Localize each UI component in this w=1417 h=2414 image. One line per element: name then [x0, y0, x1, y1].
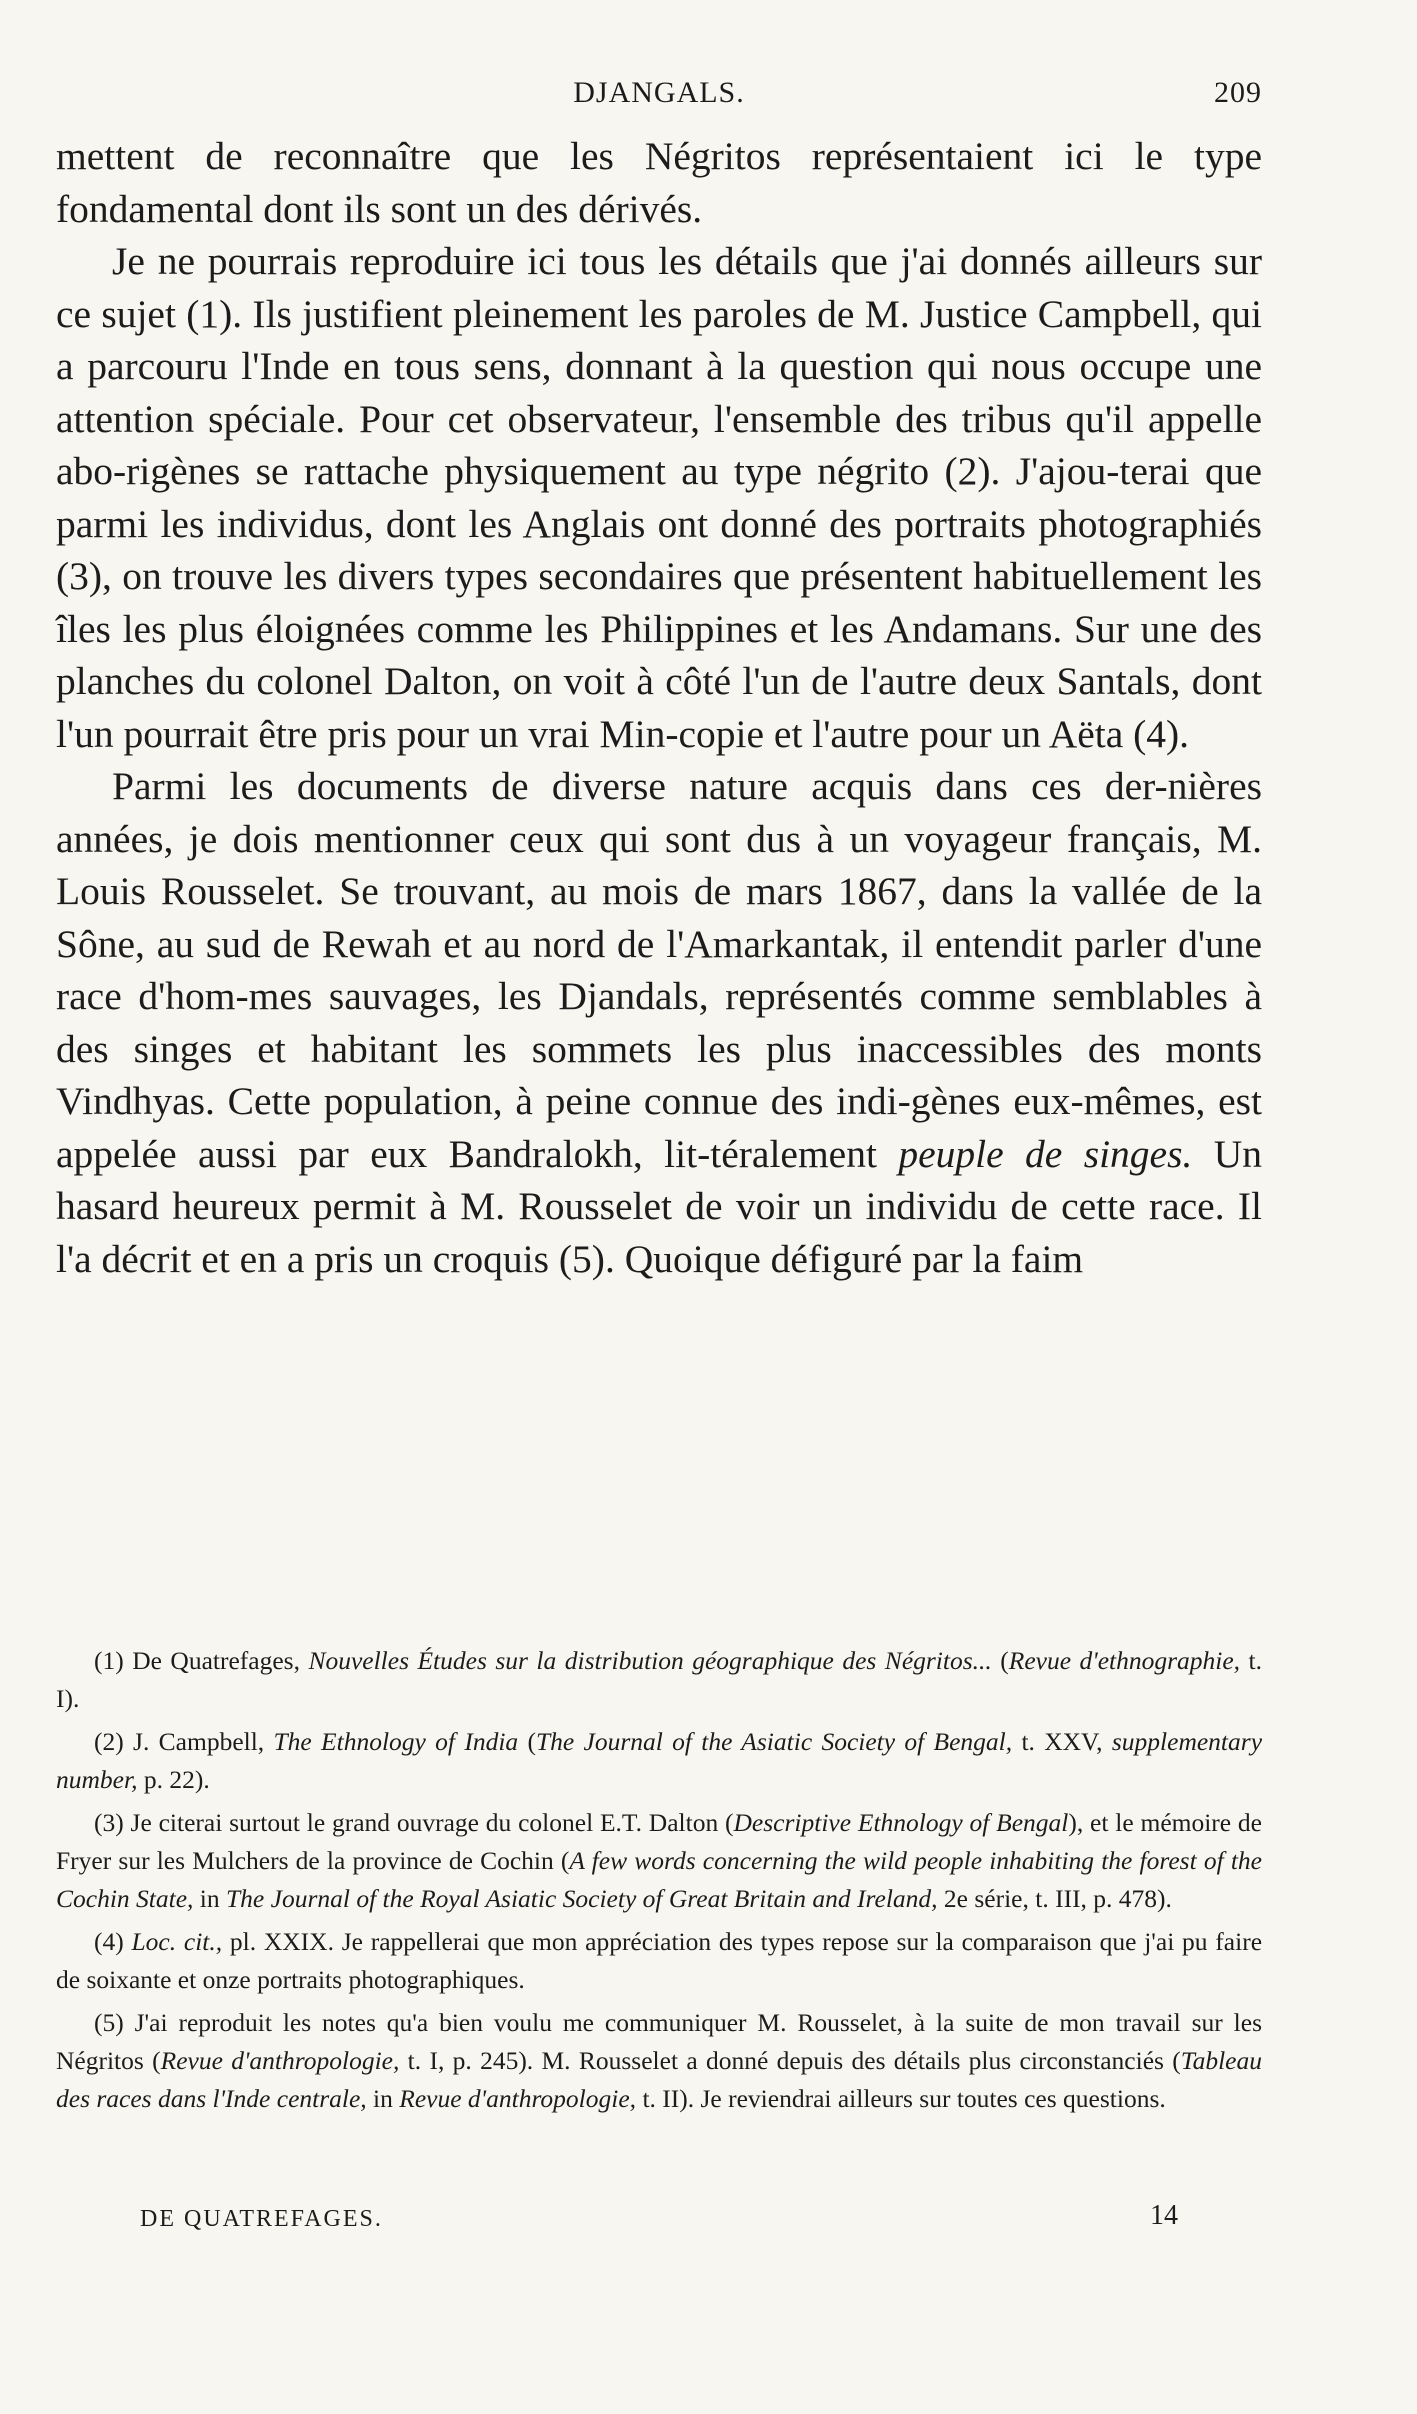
paragraph-3-end: Un hasard heureux permit à M. Rousselet de voir un individu de cette race. Il l'a décrit et en a pris un croquis (5). Quoique défiguré par la faim	[56, 1131, 1262, 1281]
footnote-4	[56, 1923, 1262, 1999]
footnote-3-text: (3) Je citerai surtout le grand ouvrage du colonel E.T. Dalton (	[94, 1808, 734, 1837]
footnotes	[56, 1642, 1262, 2123]
footnote-1-title: Nouvelles Études sur la distribution géographique des Négritos...	[308, 1646, 992, 1675]
footnote-5-text: t. II). Je reviendrai ailleurs sur toutes ces questions.	[636, 2084, 1166, 2113]
footnote-5-text: in	[366, 2084, 400, 2113]
sheet-number: 14	[1150, 2200, 1178, 2231]
footnote-1-text: t. I).	[56, 1646, 1262, 1713]
page-number: 209	[1214, 76, 1262, 109]
paragraph-3-text: Parmi les documents de diverse nature acquis dans ces der-nières années, je dois mentionner ceux qui sont dus à un voyageur français, M. Louis Rousselet. Se trouvant, au mois de mars 1867, dans la vallée de la Sône, au sud de Rewah et au nord de l'Amarkantak, il entendit parler d'une race d'hom-mes sauvages, les Djandals, représentés comme semblables à des singes et habitant les sommets les plus inaccessibles des monts Vindhyas. Cette population, à peine connue des indi-gènes eux-mêmes, est appelée aussi par eux Bandralokh, lit-téralement	[56, 764, 1262, 1176]
footnote-2	[56, 1723, 1262, 1799]
footnote-2-text: (	[518, 1727, 536, 1756]
footnote-5-journal-2: Revue d'anthropologie,	[399, 2084, 637, 2113]
footnote-1-text: (	[991, 1646, 1009, 1675]
footnote-1-journal: Revue d'ethnographie,	[1008, 1646, 1241, 1675]
paragraph-2: Je ne pourrais reproduire ici tous les détails que j'ai donnés ailleurs sur ce sujet (1). Ils justifient pleinement les paroles de M. Justice Campbell, qui a parcouru l'Inde en tous sens, donnant à la question qui nous occupe une attention spéciale. Pour cet observateur, l'ensemble des tribus qu'il appelle abo-rigènes se rattache physiquement au type négrito (2). J'ajou-terai que parmi les individus, dont les Anglais ont donné des portraits photographiés (3), on trouve les divers types secondaires que présentent habituellement les îles les plus éloignées comme les Philippines et les Andamans. Sur une des planches du colonel Dalton, on voit à côté l'un de l'autre deux Santals, dont l'un pourrait être pris pour un vrai Min-copie et l'autre pour un Aëta (4).	[56, 239, 1262, 756]
footnote-3-text: 2e série, t. III, p. 478).	[937, 1884, 1172, 1913]
footnote-5-text: (5) J'ai reproduit les notes qu'a bien voulu me communiquer M. Rousselet, à la suite de mon travail sur les Négritos (	[56, 2008, 1262, 2075]
footnote-1	[56, 1642, 1262, 1718]
running-header	[56, 76, 1262, 116]
footnote-3-text: in	[193, 1884, 226, 1913]
page-footer	[56, 2200, 1262, 2242]
running-title: DJANGALS.	[573, 76, 745, 109]
footnote-5	[56, 2004, 1262, 2118]
paragraph-3-italic: peuple de singes.	[898, 1131, 1193, 1176]
footnote-5-text: t. I, p. 245). M. Rousselet a donné depuis des détails plus circonstanciés (	[399, 2046, 1181, 2075]
footnote-3-journal: The Journal of the Royal Asiatic Society of Great Britain and Ireland,	[226, 1884, 938, 1913]
footnote-3	[56, 1804, 1262, 1918]
footnote-2-title: The Ethnology of India	[273, 1727, 519, 1756]
footnote-4-text: pl. XXIX. Je rappellerai que mon appréciation des types repose sur la comparaison que j'ai pu faire de soixante et onze portraits photographiques.	[56, 1927, 1263, 1994]
footnote-2-text: (2) J. Campbell,	[94, 1727, 274, 1756]
footnote-3-title: Descriptive Ethnology of Bengal	[733, 1808, 1069, 1837]
paragraph-1: mettent de reconnaître que les Négritos représentaient ici le type fondamental dont ils sont un des dérivés.	[56, 134, 1262, 231]
footnote-4-text: (4)	[94, 1927, 132, 1956]
footnote-2-journal: The Journal of the Asiatic Society of Bengal,	[535, 1727, 1013, 1756]
footnote-2-supplement: supplementary number,	[56, 1727, 1263, 1794]
footnote-1-text: (1) De Quatrefages,	[94, 1646, 309, 1675]
footnote-4-loc-cit: Loc. cit.,	[131, 1927, 223, 1956]
footnote-2-text: t. XXV,	[1012, 1727, 1112, 1756]
footnote-3-title-2: A few words concerning the wild people inhabiting the forest of the Cochin State,	[56, 1846, 1262, 1913]
printer-signature: DE QUATREFAGES.	[140, 2206, 383, 2232]
footnote-5-title: Tableau des races dans l'Inde centrale,	[56, 2046, 1262, 2113]
footnote-3-text: ), et le mémoire de Fryer sur les Mulchers de la province de Cochin (	[56, 1808, 1263, 1875]
paragraph-3	[56, 760, 1262, 1285]
footnote-5-journal: Revue d'anthropologie,	[160, 2046, 400, 2075]
footnote-2-text: p. 22).	[137, 1765, 210, 1794]
body-text	[56, 130, 1262, 1285]
